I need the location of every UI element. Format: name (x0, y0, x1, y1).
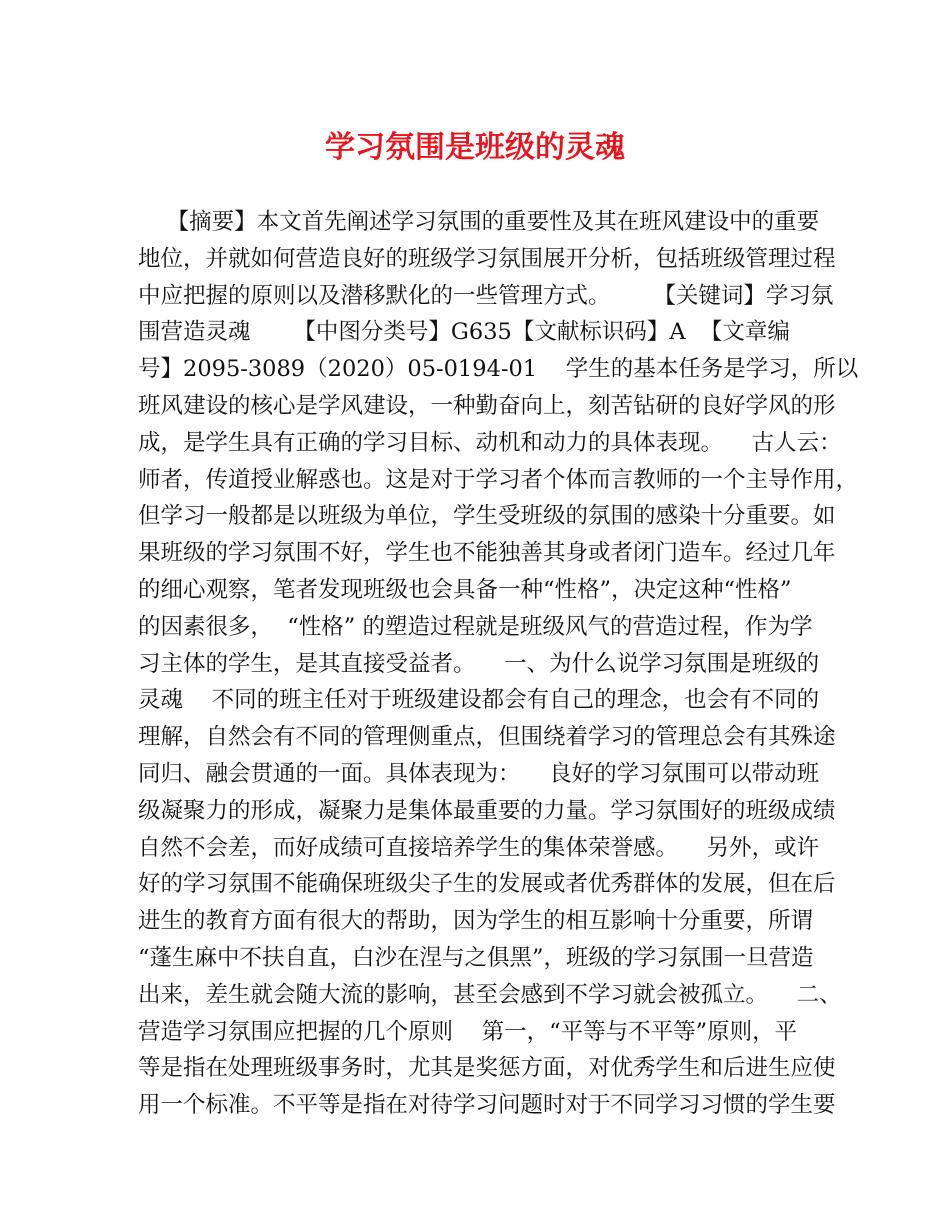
body-line: 好的学习氛围不能确保班级尖子生的发展或者优秀群体的发展，但在后 (138, 871, 836, 898)
body-line: 营造学习氛围应把握的几个原则 第一，“平等与不平等”原则，平 (138, 1018, 798, 1045)
body-line: 围营造灵魂 【中图分类号】G635【文献标识码】A 【文章编 (138, 319, 790, 346)
body-line: 的因素很多， “性格” 的塑造过程就是班级风气的营造过程，作为学 (138, 613, 813, 640)
body-line: 出来，差生就会随大流的影响，甚至会感到不学习就会被孤立。 二、 (138, 981, 842, 1008)
body-line: 进生的教育方面有很大的帮助，因为学生的相互影响十分重要，所谓 (138, 908, 814, 935)
body-line: 但学习一般都是以班级为单位，学生受班级的氛围的感染十分重要。如 (138, 503, 836, 530)
body-line: 自然不会差，而好成绩可直接培养学生的集体荣誉感。 另外，或许 (138, 834, 820, 861)
body-line: 中应把握的原则以及潜移默化的一些管理方式。 【关键词】学习氛 (138, 282, 834, 309)
document-body (138, 204, 859, 1124)
body-line: 理解，自然会有不同的管理侧重点，但围绕着学习的管理总会有其殊途 (138, 724, 836, 751)
body-line: 用一个标准。不平等是指在对待学习问题时对于不同学习习惯的学生要 (138, 1092, 836, 1119)
body-line: 号】2095-3089（2020）05-0194-01 学生的基本任务是学习，所以 (138, 356, 859, 383)
body-line: 果班级的学习氛围不好，学生也不能独善其身或者闭门造车。经过几年 (138, 540, 836, 567)
body-line: 灵魂 不同的班主任对于班级建设都会有自己的理念，也会有不同的 (138, 687, 820, 714)
body-line: 同归、融会贯通的一面。具体表现为： 良好的学习氛围可以带动班 (138, 760, 820, 787)
body-line: 习主体的学生，是其直接受益者。 一、为什么说学习氛围是班级的 (138, 650, 820, 677)
body-line: 师者，传道授业解惑也。这是对于学习者个体而言教师的一个主导作用， (138, 466, 859, 493)
body-line: “蓬生麻中不扶自直，白沙在涅与之俱黑”，班级的学习氛围一旦营造 (138, 944, 814, 971)
document-title: 学习氛围是班级的灵魂 (325, 130, 625, 165)
body-line: 成，是学生具有正确的学习目标、动机和动力的具体表现。 古人云： (138, 429, 842, 456)
body-line: 级凝聚力的形成，凝聚力是集体最重要的力量。学习氛围好的班级成绩 (138, 797, 836, 824)
body-line: 班风建设的核心是学风建设，一种勤奋向上，刻苦钻研的良好学风的形 (138, 392, 836, 419)
body-line: 等是指在处理班级事务时，尤其是奖惩方面，对优秀学生和后进生应使 (138, 1055, 836, 1082)
body-line: 地位，并就如何营造良好的班级学习氛围展开分析，包括班级管理过程 (138, 245, 836, 272)
body-line: 的细心观察，笔者发现班级也会具备一种“性格”，决定这种“性格” (138, 576, 792, 603)
body-line: 【摘要】本文首先阐述学习氛围的重要性及其在班风建设中的重要 (138, 209, 820, 235)
